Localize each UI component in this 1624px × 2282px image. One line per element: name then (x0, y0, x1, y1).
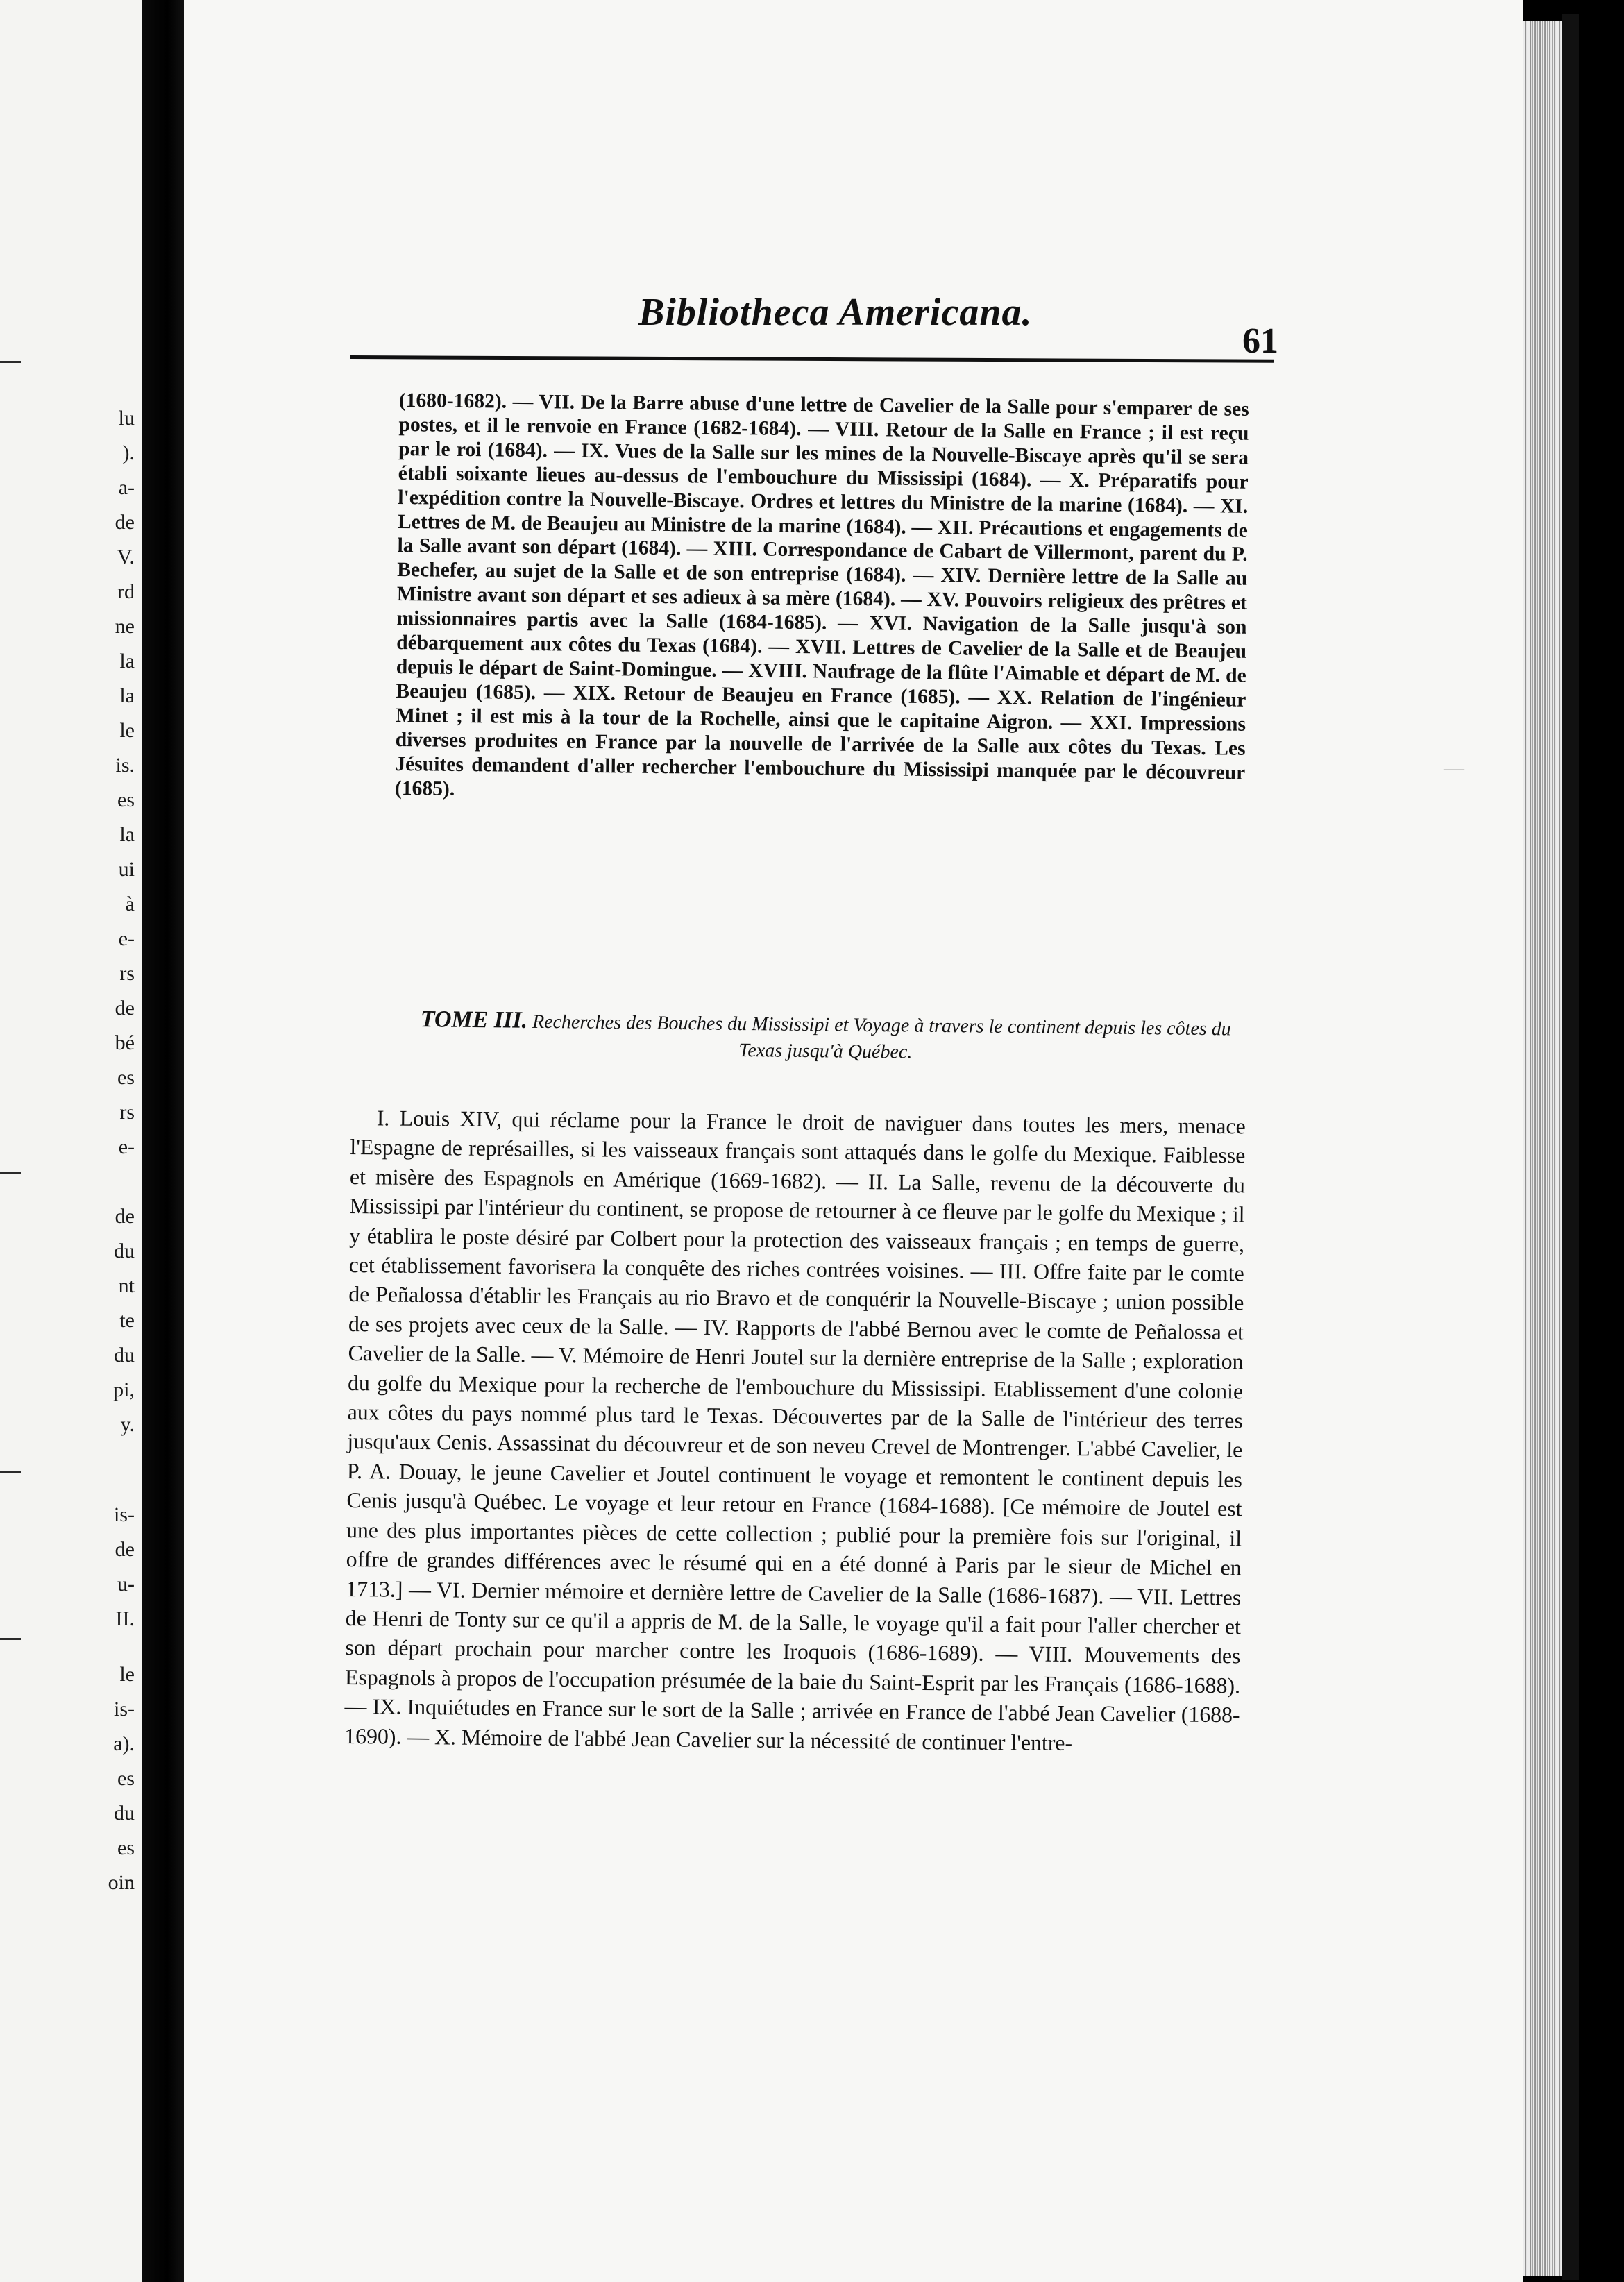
tome-subtitle: Recherches des Bouches du Mississipi et Voyage à travers le continent depuis les côtes du Texas jusqu'à Québec. (532, 1011, 1231, 1063)
left-margin-fragment: es (117, 1767, 135, 1790)
left-margin-fragment: ). (122, 441, 135, 464)
left-margin-fragment: de (115, 1205, 135, 1228)
left-margin-fragment: la (119, 823, 135, 846)
left-margin-fragment: la (119, 684, 135, 707)
left-margin-fragment: V. (117, 546, 135, 568)
left-margin-fragment: e- (118, 927, 135, 950)
left-margin-fragment: du (114, 1344, 135, 1367)
left-margin-fragment: y. (120, 1413, 135, 1436)
tome-contents-text: I. Louis XIV, qui réclame pour la France le droit de naviguer dans toutes les mers, menace l'Espagne de représailles, si les vaisseaux français sont attaqués dans le golfe du Mexique. Faiblesse et misère des Espagnols en Amérique (1669-1682). — II. La Salle, revenu de la découverte du Mississipi par l'intérieur du continent, se propose de retourner à ce fleuve par le golfe du Mexique ; il y établira le poste désiré par Colbert pour la protection des vaisseaux français ; en temps de guerre, cet établissement favorisera la conquête des riches contrées voisines. — III. Offre faite par le comte de Peñalossa d'établir les Français au rio Bravo et de conquérir la Nouvelle-Biscaye ; union possible de ses projets avec ceux de la Salle. — IV. Rapports de l'abbé Bernou avec le comte de Peñalossa et Cavelier de la Salle. — V. Mémoire de Henri Joutel sur la dernière entreprise de la Salle ; exploration du golfe du Mexique pour la recherche de l'embouchure du Mississipi. Etablissement d'une colonie aux côtes du pays nommé plus tard le Texas. Découvertes par de la Salle de l'intérieur des terres jusqu'aux Cenis. Assassinat du découvreur et de son neveu Crevel de Montrenger. L'abbé Cavelier, le P. A. Douay, le jeune Cavelier et Joutel continuent le voyage et remontent le continent depuis les Cenis jusqu'à Québec. Le voyage et leur retour en France (1684-1688). [Ce mémoire de Joutel est une des plus importantes pièces de cette collection ; publié pour la première fois sur l'original, il offre de grandes différences avec le résumé qui en a été donné à Paris par le sieur de Michel en 1713.] — VI. Dernier mémoire et dernière lettre de Cavelier de la Salle (1686-1687). — VII. Lettres de Henri de Tonty sur ce qu'il a appris de M. de la Salle, le voyage qu'il a fait pour l'aller chercher et son départ prochain pour marcher contre les Iroquois (1686-1689). — VIII. Mouvements des Espagnols à propos de l'occupation présumée de la baie du Saint-Esprit par les Français (1686-1688). — IX. Inquiétudes en France sur le sort de la Salle ; arrivée en France de l'abbé Jean Cavelier (1688-1690). — X. Mémoire de l'abbé Jean Cavelier sur la nécessité de continuer l'entre- (344, 1106, 1246, 1755)
tome-label: TOME III. (420, 1006, 528, 1033)
page-number: 61 (1242, 321, 1278, 361)
left-margin-fragment: te (119, 1309, 135, 1332)
bleed-through-mark: — (1444, 757, 1464, 779)
left-margin-fragment: e- (118, 1135, 135, 1158)
left-margin-fragment: de (115, 1538, 135, 1561)
running-header-title: Bibliotheca Americana. (638, 291, 1033, 334)
left-margin-fragment: rd (117, 580, 135, 603)
left-margin-fragment: rs (119, 1101, 135, 1124)
page-edge-border (1562, 14, 1579, 2280)
left-margin-fragment: rs (119, 962, 135, 985)
left-facing-page (0, 0, 142, 2282)
left-page-rule (0, 1471, 21, 1473)
left-margin-fragment: is- (114, 1503, 135, 1526)
left-margin-fragment: lu (118, 407, 135, 430)
page-edges (1523, 21, 1562, 2276)
left-margin-fragment: de (115, 997, 135, 1020)
left-margin-fragment: bé (115, 1031, 135, 1054)
left-margin-fragment: nt (118, 1274, 135, 1297)
tome-contents-paragraph (344, 1104, 1246, 1759)
left-page-rule (0, 1638, 21, 1640)
left-margin-fragment: du (114, 1802, 135, 1825)
left-margin-fragment: is. (115, 754, 135, 777)
tome-heading (409, 1006, 1242, 1070)
left-margin-fragment: le (119, 719, 135, 742)
left-margin-fragment: ui (118, 858, 135, 881)
left-margin-fragment: u- (117, 1573, 135, 1596)
left-margin-fragment: a- (118, 476, 135, 499)
left-margin-fragment: le (119, 1663, 135, 1686)
left-page-rule (0, 1172, 21, 1174)
left-margin-fragment: es (117, 788, 135, 811)
left-margin-fragment: pi, (113, 1378, 135, 1401)
left-page-rule (0, 361, 21, 363)
left-margin-fragment: es (117, 1836, 135, 1859)
book-gutter (142, 0, 184, 2282)
left-margin-fragment: is- (114, 1698, 135, 1721)
continuation-paragraph: (1680-1682). — VII. De la Barre abuse d'une lettre de Cavelier de la Salle pour s'emparer de ses postes, et il le renvoie en France (1682-1684). — VIII. Retour de la Salle en France ; il est reçu par le roi (1684). — IX. Vues de la Salle sur les mines de la Nouvelle-Biscaye après qu'il se sera établi soixante lieues au-dessus de l'embouchure du Mississipi (1684). — X. Préparatifs pour l'expédition contre la Nouvelle-Biscaye. Ordres et lettres du Ministre de la marine (1684). — XI. Lettres de M. de Beaujeu au Ministre de la marine (1684). — XII. Précautions et engagements de la Salle avant son départ (1684). — XIII. Correspondance de Cabart de Villermont, parent du P. Bechefer, au sujet de la Salle et de son entreprise (1684). — XIV. Dernière lettre de la Salle au Ministre avant son départ et ses adieux à sa mère (1684). — XV. Pouvoirs religieux des prêtres et missionnaires partis avec la Salle (1684-1685). — XVI. Navigation de la Salle jusqu'à son débarquement aux côtes du Texas (1684). — XVII. Lettres de Cavelier de la Salle et de Beaujeu depuis le départ de Saint-Domingue. — XVIII. Naufrage de la flûte l'Aimable et départ de M. de Beaujeu (1685). — XIX. Retour de Beaujeu en France (1685). — XX. Relation de l'ingénieur Minet ; il est mis à la tour de la Rochelle, ainsi que le capitaine Aigron. — XXI. Impressions diverses produites en France par la nouvelle de l'arrivée de la Salle aux côtes du Texas. Les Jésuites demandent d'aller rechercher l'embouchure du Mississipi manquée par le découvreur (1685). (394, 389, 1249, 800)
left-margin-fragment: à (125, 893, 135, 915)
left-margin-fragment: de (115, 511, 135, 534)
left-margin-fragment: a). (113, 1732, 135, 1755)
left-margin-fragment: II. (115, 1607, 135, 1630)
left-margin-fragment: es (117, 1066, 135, 1089)
left-margin-fragment: ne (115, 615, 135, 638)
left-margin-fragment: la (119, 650, 135, 673)
left-margin-fragment: oin (108, 1871, 135, 1894)
left-margin-fragment: du (114, 1240, 135, 1262)
